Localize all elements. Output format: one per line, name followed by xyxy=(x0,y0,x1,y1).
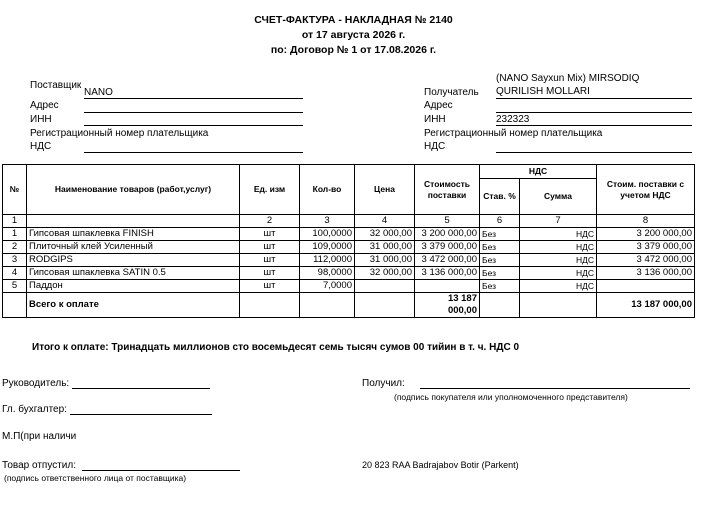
row-vat-sum: НДС xyxy=(520,228,597,241)
supplier-reg-label: Регистрационный номер плательщика xyxy=(30,128,209,139)
row-cost: 3 379 000,00 xyxy=(415,241,480,254)
total-empty-cell xyxy=(520,293,597,318)
items-table xyxy=(2,164,695,318)
total-empty-cell xyxy=(240,293,300,318)
row-num: 5 xyxy=(3,280,27,293)
row-total: 3 379 000,00 xyxy=(597,241,695,254)
row-name: Гипсовая шпаклевка FINISH xyxy=(27,228,240,241)
document-title: СЧЕТ-ФАКТУРА - НАКЛАДНАЯ № 2140 xyxy=(254,14,453,26)
row-vat-sum: НДС xyxy=(520,241,597,254)
total-empty-cell xyxy=(480,293,520,318)
row-num: 2 xyxy=(3,241,27,254)
total-cost: 13 187 000,00 xyxy=(415,293,480,318)
released-label: Товар отпустил: xyxy=(2,460,76,471)
document-date: от 17 августа 2026 г. xyxy=(301,29,406,41)
accountant-label: Гл. бухгалтер: xyxy=(2,404,67,415)
recipient-vat-label: НДС xyxy=(424,141,446,152)
row-num: 1 xyxy=(3,228,27,241)
row-cost xyxy=(415,280,480,293)
header-unit: Ед. изм xyxy=(240,165,300,215)
col-num: 2 xyxy=(240,215,300,228)
col-num: 7 xyxy=(520,215,597,228)
col-num: 1 xyxy=(3,215,27,228)
col-num: 6 xyxy=(480,215,520,228)
row-qty: 98,0000 xyxy=(300,267,355,280)
row-price: 32 000,00 xyxy=(355,267,415,280)
row-num: 3 xyxy=(3,254,27,267)
col-num: 8 xyxy=(597,215,695,228)
supplier-vat-line xyxy=(84,152,303,153)
row-total xyxy=(597,280,695,293)
row-unit: шт xyxy=(240,267,300,280)
table-row xyxy=(3,267,695,280)
row-unit: шт xyxy=(240,228,300,241)
accountant-signature-line xyxy=(70,414,212,415)
total-sum: 13 187 000,00 xyxy=(597,293,695,318)
total-empty-cell xyxy=(3,293,27,318)
supplier-name-line xyxy=(84,98,303,99)
header-cost: Стоимость поставки xyxy=(415,165,480,215)
table-row xyxy=(3,228,695,241)
total-empty-cell xyxy=(300,293,355,318)
released-caption: (подпись ответственного лица от поставщика) xyxy=(4,473,187,483)
supplier-label: Поставщик xyxy=(30,80,82,91)
supplier-address-line xyxy=(84,112,303,113)
stamp-label: М.П(при наличи xyxy=(2,431,77,442)
col-num: 3 xyxy=(300,215,355,228)
recipient-address-label: Адрес xyxy=(424,100,453,111)
recipient-name-line2: QURILISH MOLLARI xyxy=(496,86,590,97)
recipient-inn-line xyxy=(496,125,692,126)
supplier-vat-label: НДС xyxy=(30,141,52,152)
row-vat-sum: НДС xyxy=(520,267,597,280)
header-name: Наименование товаров (работ,услуг) xyxy=(27,165,240,215)
received-label: Получил: xyxy=(362,378,405,389)
received-signature-line xyxy=(420,388,690,389)
supplier-name: NANO xyxy=(84,87,113,98)
row-price xyxy=(355,280,415,293)
header-qty: Кол-во xyxy=(300,165,355,215)
row-qty: 112,0000 xyxy=(300,254,355,267)
row-qty: 7,0000 xyxy=(300,280,355,293)
row-qty: 109,0000 xyxy=(300,241,355,254)
row-name: Плиточный клей Усиленный xyxy=(27,241,240,254)
row-vat-rate: Без xyxy=(480,254,520,267)
header-vat-group: НДС xyxy=(480,165,597,179)
row-price: 31 000,00 xyxy=(355,241,415,254)
row-total: 3 136 000,00 xyxy=(597,267,695,280)
row-unit: шт xyxy=(240,254,300,267)
released-signature-line xyxy=(82,470,240,471)
table-row xyxy=(3,254,695,267)
row-vat-rate: Без xyxy=(480,228,520,241)
row-cost: 3 472 000,00 xyxy=(415,254,480,267)
col-num: 5 xyxy=(415,215,480,228)
row-unit: шт xyxy=(240,241,300,254)
table-row xyxy=(3,241,695,254)
director-label: Руководитель: xyxy=(2,378,70,389)
total-row xyxy=(3,293,695,318)
header-vat-sum: Сумма xyxy=(520,179,597,215)
header-num: № xyxy=(3,165,27,215)
header-total: Стоим. поставки с учетом НДС xyxy=(597,165,695,215)
driver-info: 20 823 RAA Badrajabov Botir (Parkent) xyxy=(362,460,519,470)
column-number-row xyxy=(3,215,695,228)
recipient-inn-label: ИНН xyxy=(424,114,446,125)
supplier-address-label: Адрес xyxy=(30,100,59,111)
amount-in-words: Итого к оплате: Тринадцать миллионов сто восемьдесят семь тысяч сумов 00 тийин в т. ч. НДС 0 xyxy=(32,342,520,353)
row-name: RODGIPS xyxy=(27,254,240,267)
row-vat-rate: Без xyxy=(480,241,520,254)
received-caption: (подпись покупателя или уполномоченного представителя) xyxy=(394,392,628,402)
table-row xyxy=(3,280,695,293)
recipient-inn-value: 232323 xyxy=(496,114,530,125)
row-price: 32 000,00 xyxy=(355,228,415,241)
row-total: 3 200 000,00 xyxy=(597,228,695,241)
row-unit: шт xyxy=(240,280,300,293)
header-price: Цена xyxy=(355,165,415,215)
col-num: 4 xyxy=(355,215,415,228)
recipient-vat-line xyxy=(496,152,692,153)
recipient-reg-label: Регистрационный номер плательщика xyxy=(424,128,603,139)
row-vat-rate: Без xyxy=(480,267,520,280)
row-qty: 100,0000 xyxy=(300,228,355,241)
recipient-address-line xyxy=(496,112,692,113)
recipient-label: Получатель xyxy=(424,87,479,98)
supplier-inn-line xyxy=(84,125,303,126)
row-vat-sum: НДС xyxy=(520,254,597,267)
row-vat-rate: Без xyxy=(480,280,520,293)
row-cost: 3 200 000,00 xyxy=(415,228,480,241)
row-name: Гипсовая шпаклевка SATIN 0.5 xyxy=(27,267,240,280)
recipient-name-line xyxy=(496,98,692,99)
row-total: 3 472 000,00 xyxy=(597,254,695,267)
row-vat-sum: НДС xyxy=(520,280,597,293)
row-cost: 3 136 000,00 xyxy=(415,267,480,280)
header-vat-rate: Став. % xyxy=(480,179,520,215)
supplier-inn-label: ИНН xyxy=(30,114,52,125)
total-empty-cell xyxy=(355,293,415,318)
document-contract: по: Договор № 1 от 17.08.2026 г. xyxy=(270,44,437,56)
row-num: 4 xyxy=(3,267,27,280)
row-price: 31 000,00 xyxy=(355,254,415,267)
director-signature-line xyxy=(72,388,210,389)
recipient-name-line1: (NANO Sayxun Mix) MIRSODIQ xyxy=(496,73,640,84)
row-name: Паддон xyxy=(27,280,240,293)
total-label: Всего к оплате xyxy=(27,293,240,318)
